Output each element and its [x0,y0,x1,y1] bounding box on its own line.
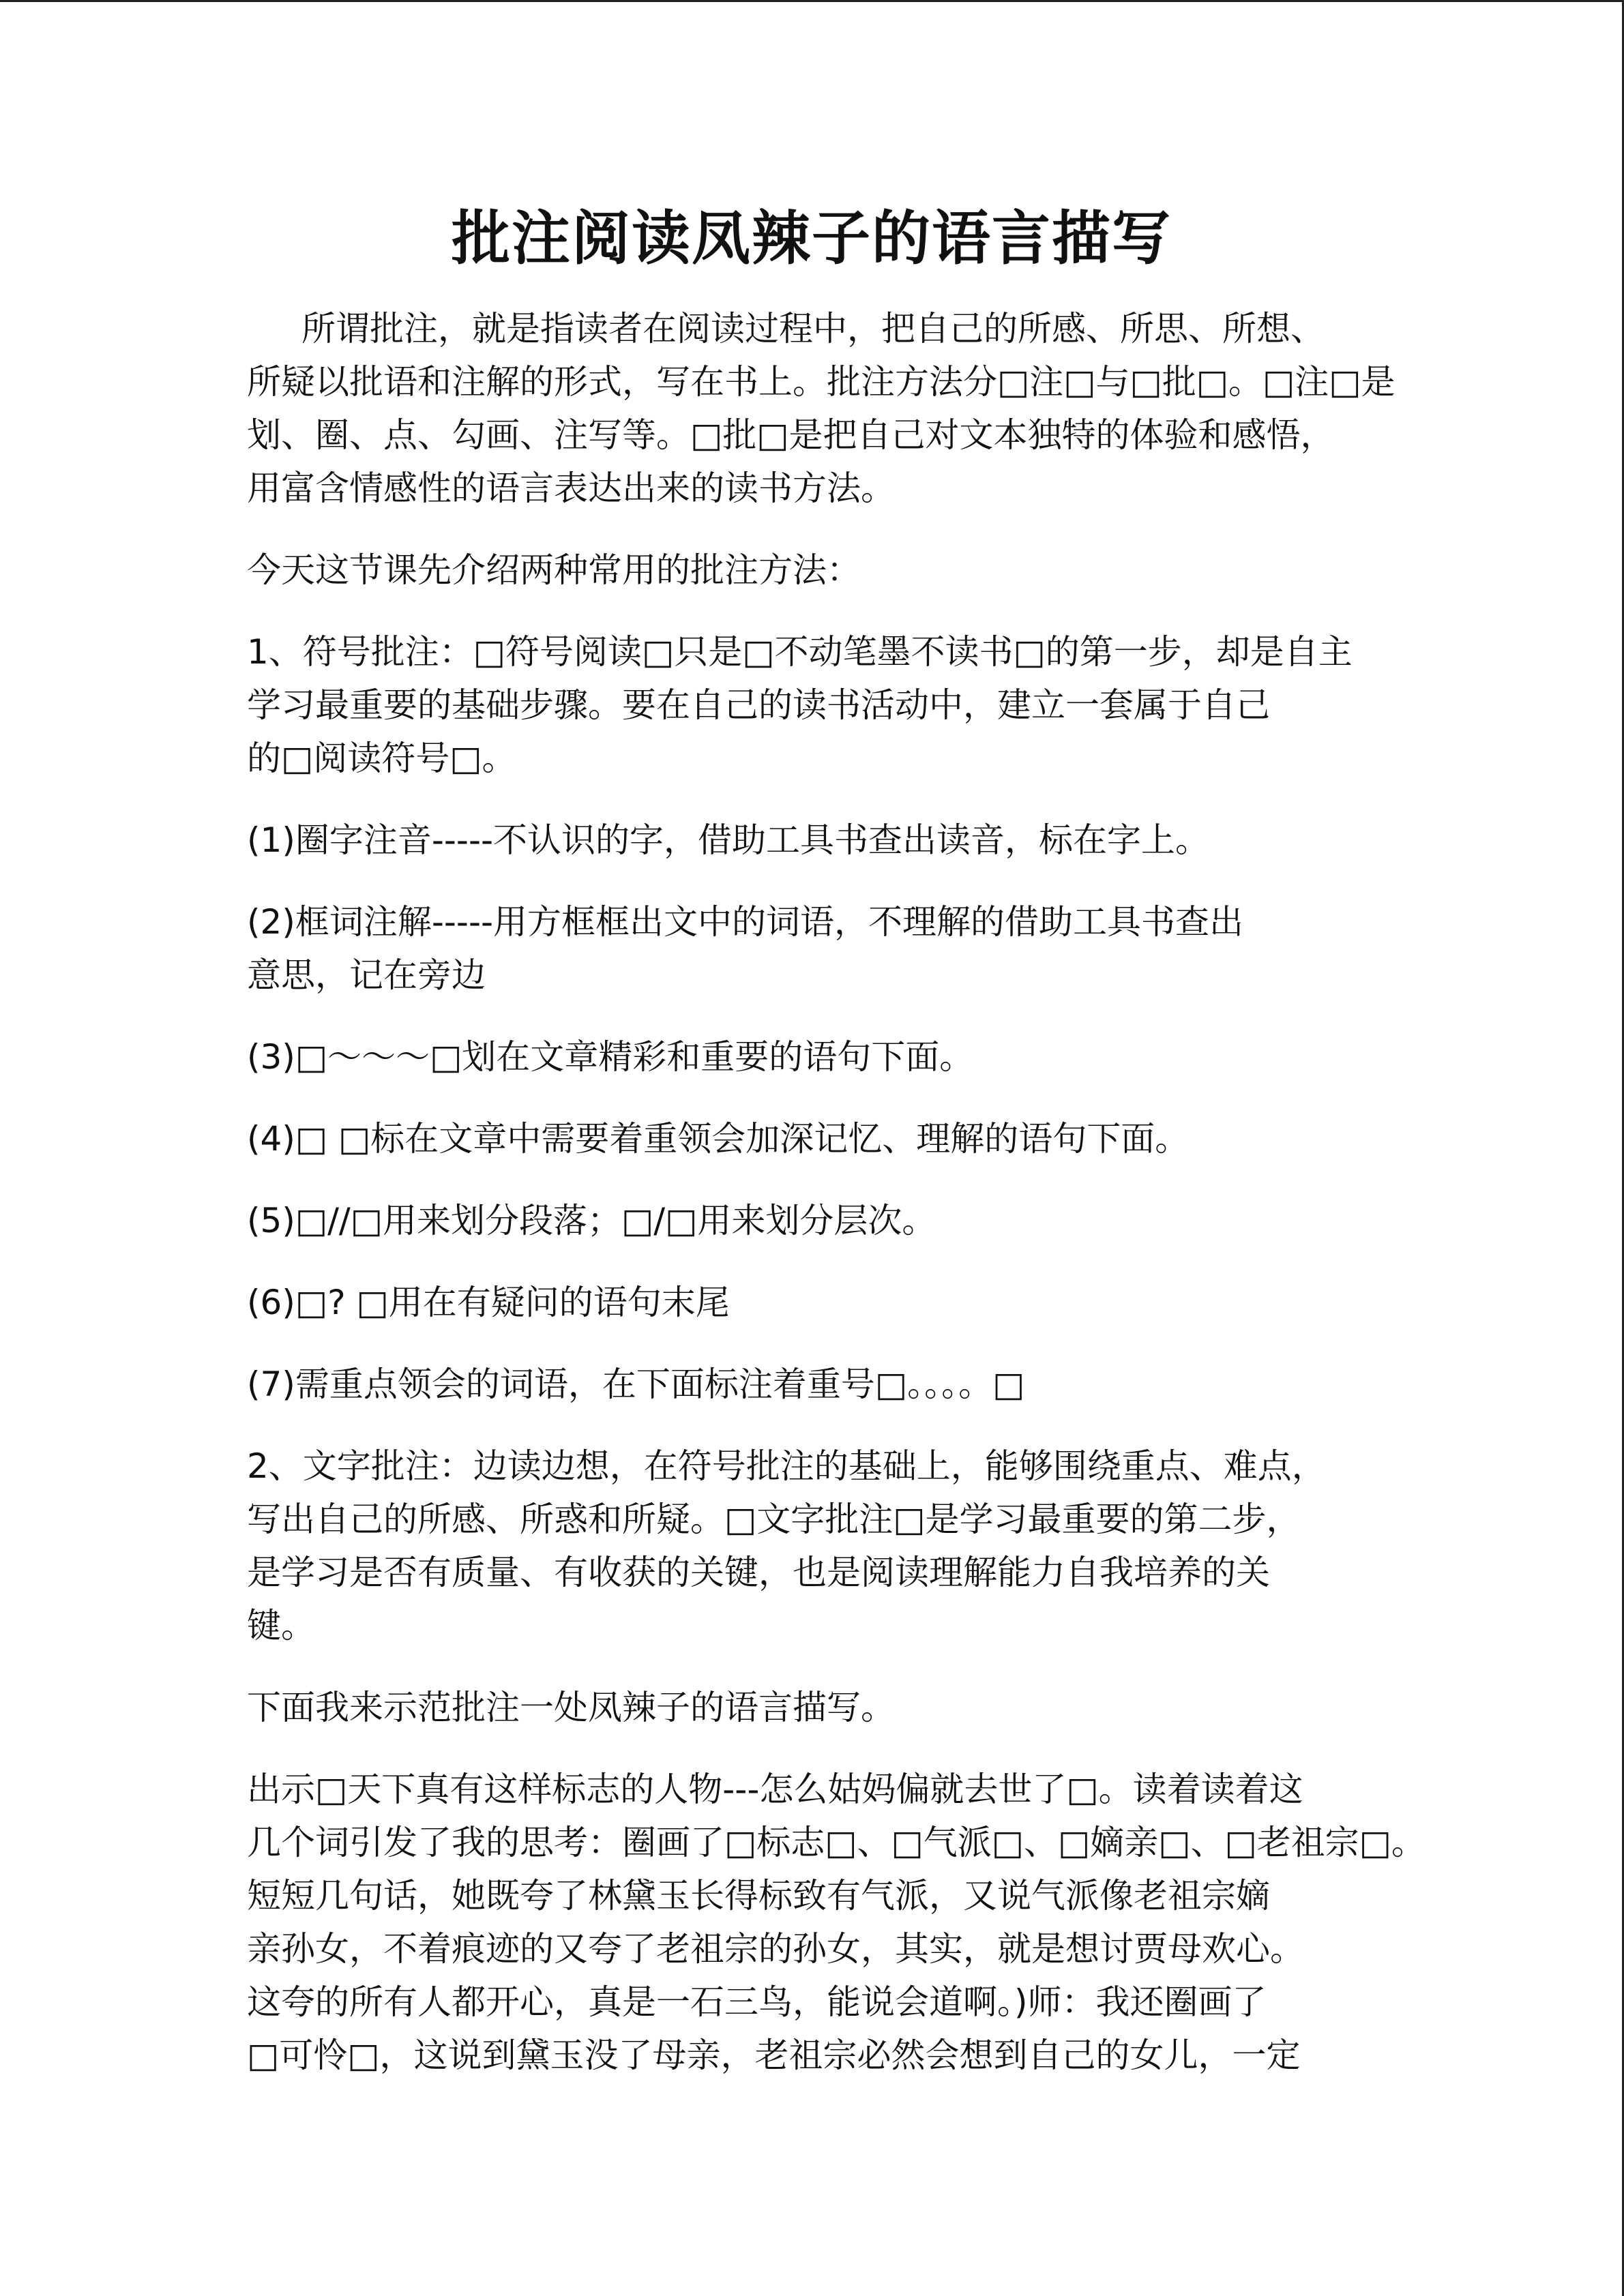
text-line: 键。 [247,1606,315,1645]
text-line: 所疑以批语和注解的形式，写在书上。批注方法分□注□与□批□。□注□是 [247,362,1396,402]
text-line: (6)□? □用在有疑问的语句末尾 [247,1283,730,1322]
text-line: 下面我来示范批注一处凤辣子的语言描写。 [247,1688,895,1727]
text-line: 写出自己的所感、所惑和所疑。□文字批注□是学习最重要的第二步， [247,1500,1301,1539]
paragraph [247,1763,1426,2082]
text-line: (5)□//□用来划分段落；□/□用来划分层次。 [247,1201,936,1240]
text-line: □可怜□，这说到黛玉没了母亲，老祖宗必然会想到自己的女儿，一定 [247,2036,1301,2075]
paragraph [247,1030,1379,1084]
text-line: 划、圈、点、勾画、注写等。□批□是把自己对文本独特的体验和感悟， [247,415,1335,455]
paragraph [247,1194,1379,1247]
text-line: (3)□～～～□划在文章精彩和重要的语句下面。 [247,1037,974,1077]
text-line: 用富含情感性的语言表达出来的读书方法。 [247,468,895,508]
paragraph [247,302,1396,515]
text-line: 几个词引发了我的思考：圈画了□标志□、□气派□、□嫡亲□、□老祖宗□。 [247,1823,1426,1862]
paragraph [247,895,1379,1002]
text-line: (2)框词注解-----用方框框出文中的词语，不理解的借助工具书查出 [247,902,1244,942]
text-line: 是学习是否有质量、有收获的关键，也是阅读理解能力自我培养的关 [247,1553,1270,1592]
paragraph [247,625,1379,785]
paragraph [247,1112,1379,1165]
text-line: 2、文字批注：边读边想，在符号批注的基础上，能够围绕重点、难点， [247,1446,1326,1486]
paragraph [247,1358,1379,1411]
text-line: 1、符号批注：□符号阅读□只是□不动笔墨不读书□的第一步，却是自主 [247,632,1353,672]
text-line: 的□阅读符号□。 [247,739,516,778]
text-line: (4)□ □标在文章中需要着重领会加深记忆、理解的语句下面。 [247,1119,1190,1159]
paragraph [247,543,1379,597]
paragraph [247,1440,1379,1652]
text-line: 意思，记在旁边 [247,955,486,995]
document-title: 批注阅读凤辣子的语言描写 [452,205,1172,273]
text-line: 短短几句话，她既夸了林黛玉长得标致有气派，又说气派像老祖宗嫡 [247,1876,1270,1915]
paragraph [247,1276,1379,1329]
text-line: 所谓批注，就是指读者在阅读过程中，把自己的所感、所思、所想、 [301,309,1325,348]
text-line: 这夸的所有人都开心，真是一石三鸟，能说会道啊。)师：我还圈画了 [247,1982,1267,2022]
paragraph [247,1681,1379,1734]
document-body [247,302,1426,2111]
text-line: (7)需重点领会的词语，在下面标注着重号□。。。。□ [247,1365,1025,1404]
text-line: 出示□天下真有这样标志的人物---怎么姑妈偏就去世了□。读着读着这 [247,1770,1303,1809]
text-line: 今天这节课先介绍两种常用的批注方法： [247,550,861,590]
text-line: 学习最重要的基础步骤。要在自己的读书活动中，建立一套属于自己 [247,685,1270,725]
paragraph [247,814,1379,867]
text-line: 亲孙女，不着痕迹的又夸了老祖宗的孙女，其实，就是想讨贾母欢心。 [247,1929,1304,1969]
text-line: (1)圈字注音-----不认识的字，借助工具书查出读音，标在字上。 [247,820,1210,860]
